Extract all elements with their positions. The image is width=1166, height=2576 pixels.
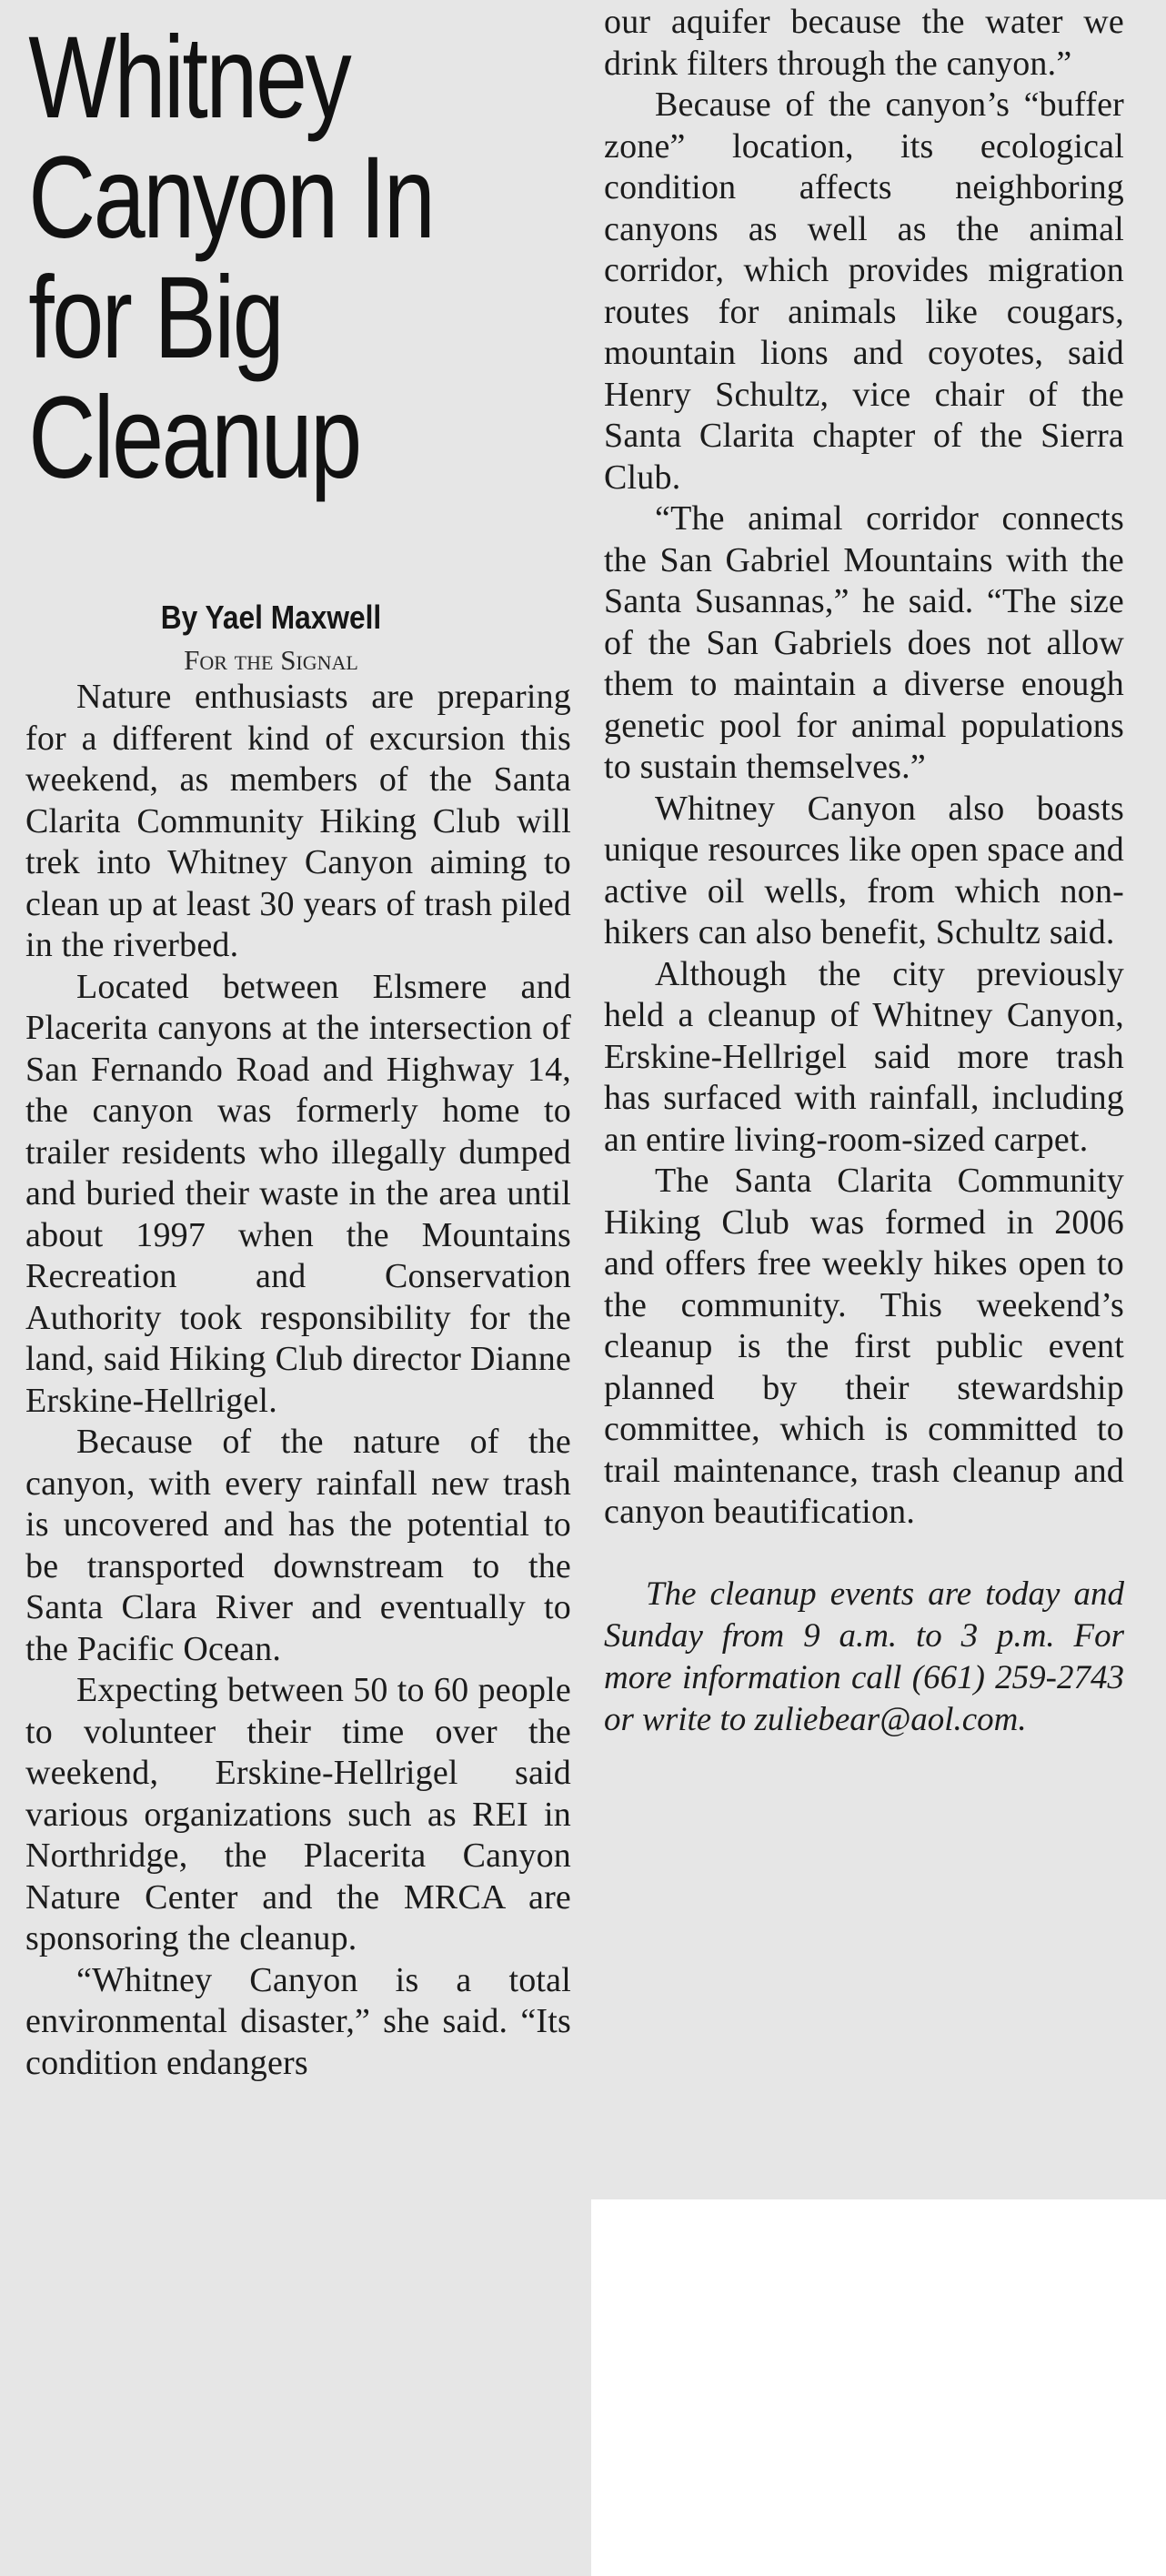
paragraph-continuation: our aquifer because the water we drink filters through the canyon.”: [604, 3, 1124, 83]
article-body-left: [25, 677, 571, 2084]
paragraph: Whitney Canyon also boasts unique resources like open space and active oil wells, from which non-hikers can also benefit, Schultz said.: [604, 789, 1124, 951]
headline: Whitney Canyon In for Big Cleanup: [28, 13, 434, 503]
left-column: [25, 0, 571, 2084]
right-column: [604, 0, 1124, 1775]
byline-affiliation: For the Signal: [184, 644, 358, 676]
paragraph: Nature enthusiasts are preparing for a different kind of excursion this weekend, as members of the Santa Clarita Community Hiking Club will trek into Whitney Canyon aiming to clean up at least 30 years of trash piled in the riverbed.: [25, 678, 571, 964]
article-body-right: [604, 2, 1124, 1534]
blank-area: [591, 2199, 1166, 2576]
paragraph: Because of the canyon’s “buffer zone” location, its ecological condition affects neighboring canyons as well as the animal corridor, which provides migration routes for animals like cougars, mountain lions and coyotes, said Henry Schultz, vice chair of the Santa Clarita chapter of the Sierra Club.: [604, 86, 1124, 497]
event-note: The cleanup events are today and Sunday from 9 a.m. to 3 p.m. For more information call (661) 259-2743 or write to zuliebear@aol.com.: [604, 1575, 1124, 1738]
paragraph: Located between Elsmere and Placerita canyons at the intersection of San Fernando Road and Highway 14, the canyon was formerly home to trailer residents who illegally dumped and buried their waste in the area until about 1997 when the Mountains Recreation and Conservation Authority took responsibility for the land, said Hiking Club director Dianne Erskine-Hellrigel.: [25, 967, 571, 1420]
paragraph: Because of the nature of the canyon, with every rainfall new trash is uncovered and has the potential to be transported downstream to the Santa Clara River and eventually to the Pacific Ocean.: [25, 1423, 571, 1668]
paragraph: “The animal corridor connects the San Gabriel Mountains with the Santa Susannas,” he said. “The size of the San Gabriels does not allow them to maintain a diverse enough genetic pool for animal populations to sustain themselves.”: [604, 499, 1124, 786]
paragraph: “Whitney Canyon is a total environmental disaster,” she said. “Its condition endangers: [25, 1960, 571, 2082]
paragraph: The Santa Clarita Community Hiking Club was formed in 2006 and offers free weekly hikes open to the community. This weekend’s cleanup is the first public event planned by their stewardship committee, which is committed to trail maintenance, trash cleanup and canyon beautification.: [604, 1162, 1124, 1531]
paragraph: Expecting between 50 to 60 people to volunteer their time over the weekend, Erskine-Hellrigel said various organizations such as REI in Northridge, the Placerita Canyon Nature Center and the MRCA are sponsoring the cleanup.: [25, 1671, 571, 1957]
byline: By Yael Maxwell: [160, 599, 382, 636]
paragraph: Although the city previously held a cleanup of Whitney Canyon, Erskine-Hellrigel said more trash has surfaced with rainfall, including an entire living-room-sized carpet.: [604, 954, 1124, 1159]
